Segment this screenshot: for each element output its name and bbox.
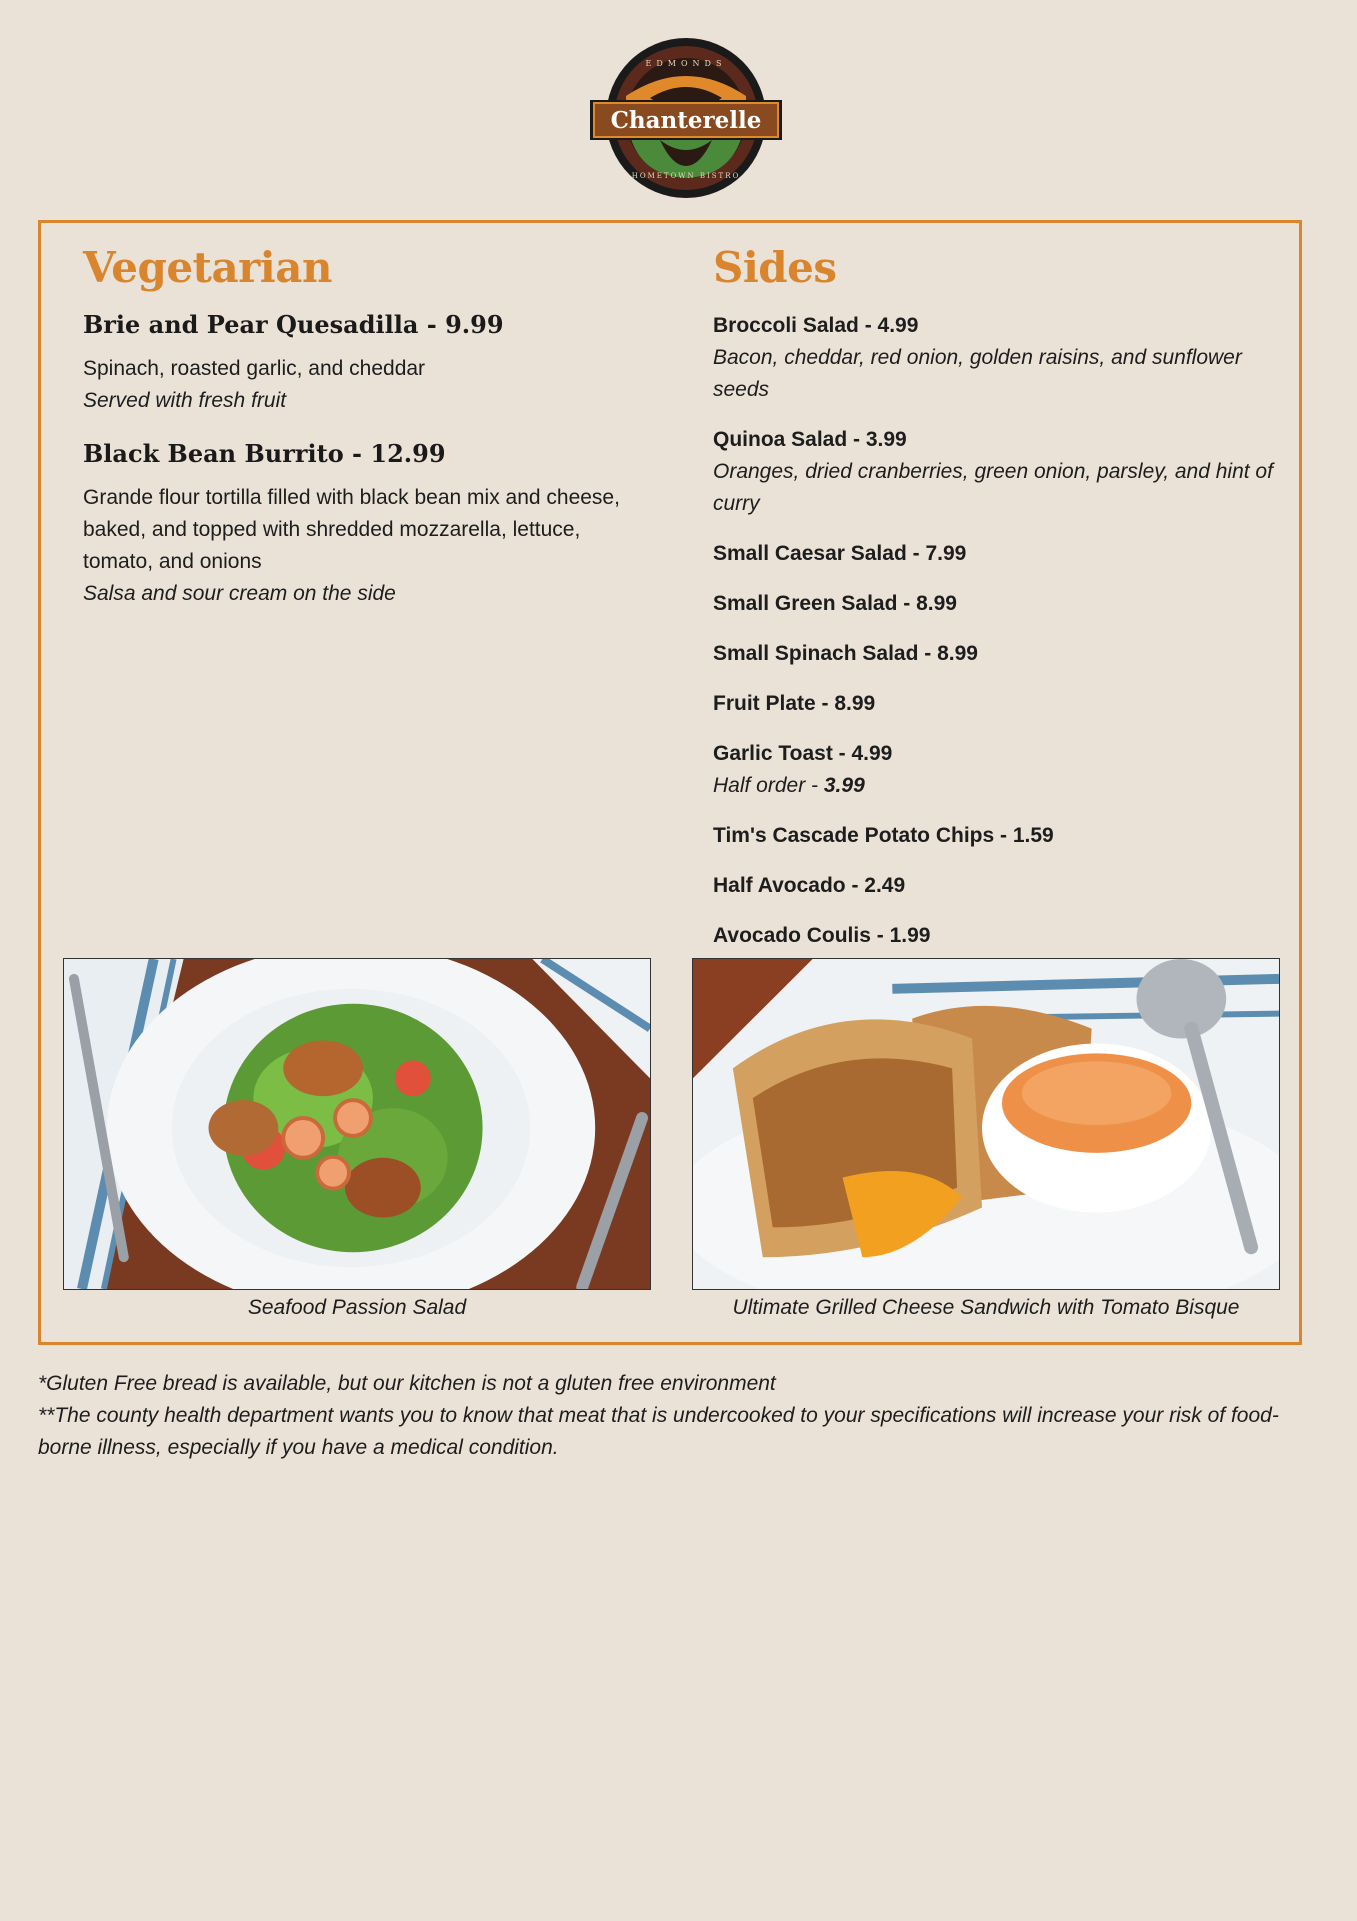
side-name: Fruit Plate - 8.99 — [713, 692, 876, 715]
side-item — [713, 310, 1273, 406]
side-item — [713, 638, 1273, 670]
item-served: Served with fresh fruit — [83, 389, 287, 412]
logo-bottom-text: HOMETOWN BISTRO — [631, 172, 741, 180]
side-name: Small Caesar Salad - 7.99 — [713, 542, 967, 565]
vegetarian-title: Vegetarian — [83, 243, 332, 292]
side-name: Half Avocado - 2.49 — [713, 874, 906, 897]
item-description: Spinach, roasted garlic, and cheddar — [83, 357, 426, 380]
seafood-salad-photo — [63, 958, 651, 1290]
side-item — [713, 870, 1273, 902]
item-name: Brie and Pear Quesadilla - 9.99 — [83, 310, 504, 339]
side-name: Small Spinach Salad - 8.99 — [713, 642, 978, 665]
item-served: Salsa and sour cream on the side — [83, 582, 396, 605]
side-name: Tim's Cascade Potato Chips - 1.59 — [713, 824, 1054, 847]
side-name: Garlic Toast - 4.99 — [713, 742, 893, 765]
sides-title: Sides — [713, 243, 837, 292]
photo-caption: Ultimate Grilled Cheese Sandwich with Tomato Bisque — [732, 1296, 1240, 1319]
half-order-label: Half order - — [713, 774, 824, 797]
health-department-note: **The county health department wants you to know that meat that is undercooked to your specifications will increase your risk of food-borne illness, especially if you have a medical condition. — [38, 1404, 1279, 1459]
side-name: Quinoa Salad - 3.99 — [713, 428, 907, 451]
side-item — [713, 688, 1273, 720]
side-note: Oranges, dried cranberries, green onion, parsley, and hint of curry — [713, 460, 1273, 515]
menu-item — [83, 439, 643, 610]
grilled-cheese-photo — [692, 958, 1280, 1290]
chanterelle-logo — [590, 36, 782, 201]
side-item — [713, 920, 1273, 952]
photo-caption: Seafood Passion Salad — [247, 1296, 467, 1319]
item-name: Black Bean Burrito - 12.99 — [83, 439, 446, 468]
side-item — [713, 538, 1273, 570]
side-item — [713, 738, 1273, 802]
side-item — [713, 820, 1273, 852]
menu-frame — [38, 220, 1302, 1345]
sides-section — [713, 243, 1273, 970]
item-description: Grande flour tortilla filled with black bean mix and cheese, baked, and topped with shredded mozzarella, lettuce, tomato, and onions — [83, 486, 620, 573]
half-order-price: 3.99 — [823, 774, 865, 797]
side-name: Small Green Salad - 8.99 — [713, 592, 957, 615]
logo-name: Chanterelle — [610, 107, 762, 134]
side-item — [713, 588, 1273, 620]
side-name: Avocado Coulis - 1.99 — [713, 924, 931, 947]
side-item — [713, 424, 1273, 520]
side-note: Bacon, cheddar, red onion, golden raisins, and sunflower seeds — [713, 346, 1242, 401]
mushroom-logo-icon — [590, 36, 782, 201]
side-note — [713, 770, 1273, 802]
vegetarian-section — [83, 243, 643, 632]
gluten-free-note: *Gluten Free bread is available, but our kitchen is not a gluten free environment — [38, 1372, 776, 1395]
logo-top-text: EDMONDS — [645, 59, 727, 68]
menu-item — [83, 310, 643, 417]
footnotes — [38, 1368, 1302, 1464]
side-name: Broccoli Salad - 4.99 — [713, 314, 919, 337]
